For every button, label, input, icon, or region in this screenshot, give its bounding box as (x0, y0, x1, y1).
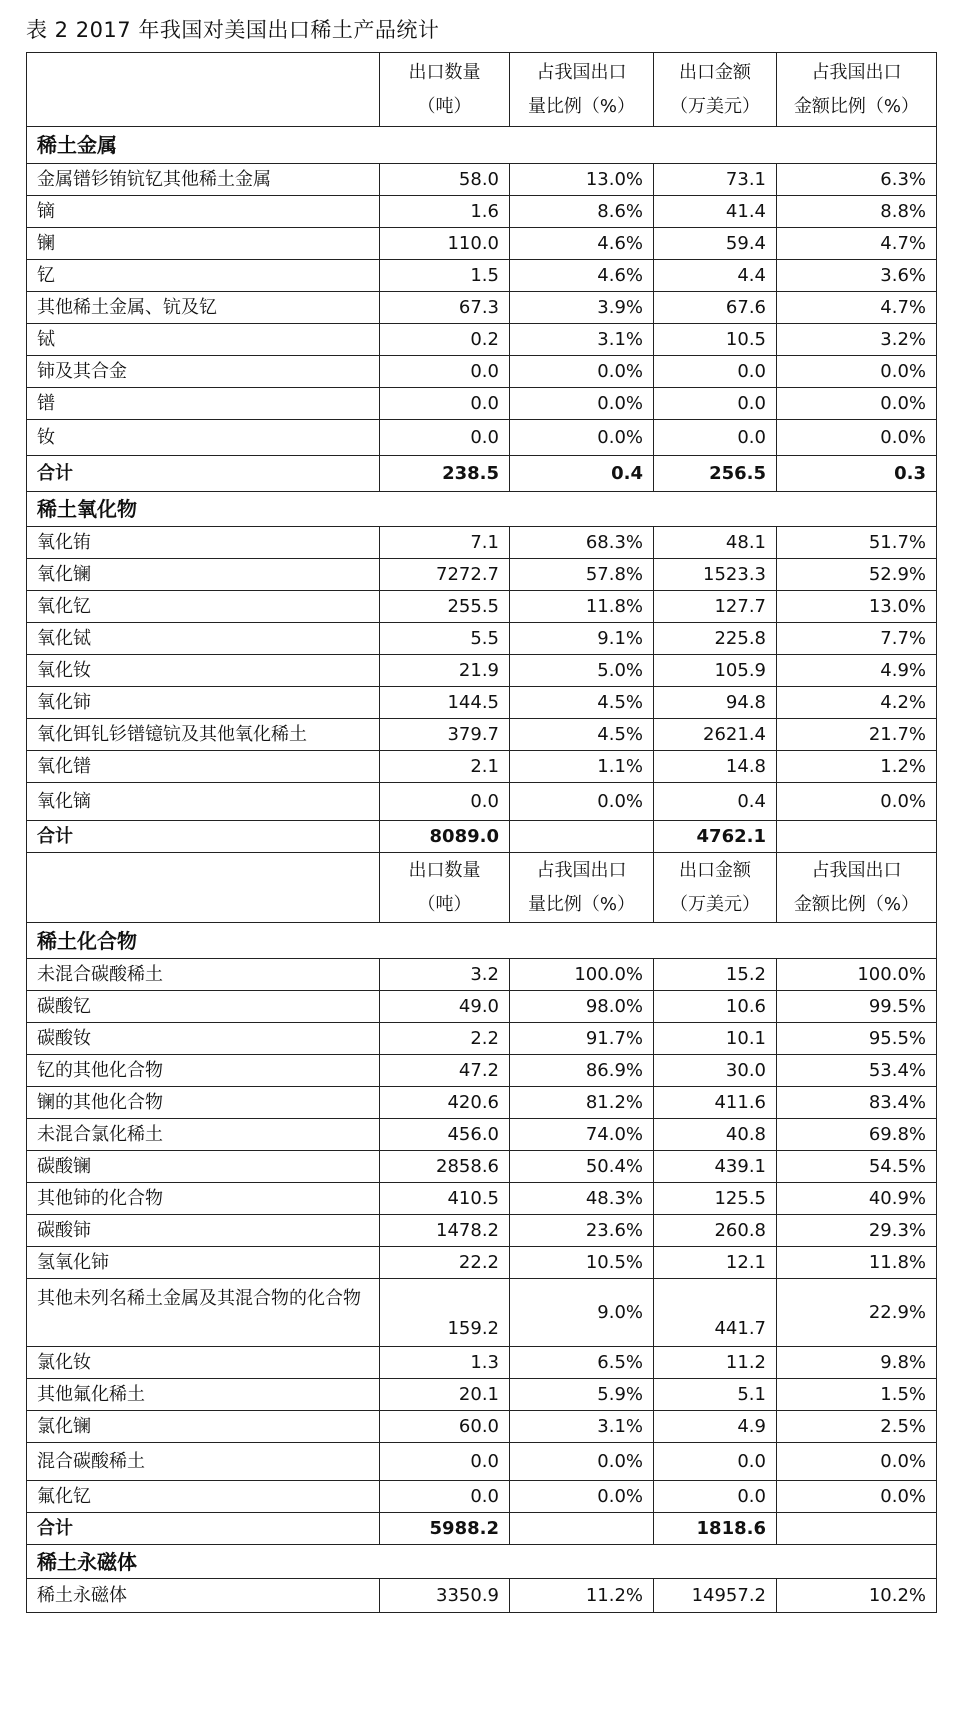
quantity-share: 11.8% (510, 591, 654, 623)
quantity-share: 1.1% (510, 751, 654, 783)
export-quantity: 0.0 (380, 388, 510, 420)
amount-share: 11.8% (777, 1247, 937, 1279)
amount-share: 22.9% (777, 1279, 937, 1347)
section-header-compounds (27, 923, 937, 959)
product-name: 镨 (27, 388, 380, 420)
total-amount: 1818.6 (654, 1513, 777, 1545)
header-export-quantity: 出口数量 （吨） (380, 53, 510, 127)
header-amount-share: 占我国出口 金额比例（%） (777, 53, 937, 127)
total-quantity: 238.5 (380, 456, 510, 492)
table-row (27, 356, 937, 388)
total-row (27, 1513, 937, 1545)
table-row (27, 1151, 937, 1183)
amount-share: 29.3% (777, 1215, 937, 1247)
quantity-share: 50.4% (510, 1151, 654, 1183)
export-amount: 14.8 (654, 751, 777, 783)
table-row (27, 1279, 937, 1347)
table-row (27, 783, 937, 821)
export-quantity: 1.6 (380, 196, 510, 228)
export-quantity: 1.5 (380, 260, 510, 292)
table-row (27, 591, 937, 623)
export-quantity: 67.3 (380, 292, 510, 324)
table-row (27, 1579, 937, 1613)
product-name: 钕 (27, 420, 380, 456)
amount-share: 13.0% (777, 591, 937, 623)
amount-share: 4.2% (777, 687, 937, 719)
export-quantity: 456.0 (380, 1119, 510, 1151)
total-amount-share: 0.3 (777, 456, 937, 492)
product-name: 未混合碳酸稀土 (27, 959, 380, 991)
amount-share: 99.5% (777, 991, 937, 1023)
product-name: 氧化钇 (27, 591, 380, 623)
export-quantity: 0.0 (380, 1443, 510, 1481)
export-quantity: 3.2 (380, 959, 510, 991)
export-amount: 14957.2 (654, 1579, 777, 1613)
export-quantity: 420.6 (380, 1087, 510, 1119)
quantity-share: 13.0% (510, 164, 654, 196)
amount-share: 100.0% (777, 959, 937, 991)
quantity-share: 81.2% (510, 1087, 654, 1119)
product-name: 碳酸钇 (27, 991, 380, 1023)
header-export-amount: 出口金额 （万美元） (654, 53, 777, 127)
quantity-share: 0.0% (510, 420, 654, 456)
table-row (27, 1379, 937, 1411)
section-header-magnets (27, 1545, 937, 1579)
total-quantity-share: 0.4 (510, 456, 654, 492)
quantity-share: 0.0% (510, 356, 654, 388)
quantity-share: 9.1% (510, 623, 654, 655)
amount-share: 1.2% (777, 751, 937, 783)
table-row (27, 196, 937, 228)
amount-share: 1.5% (777, 1379, 937, 1411)
export-amount: 441.7 (654, 1279, 777, 1347)
product-name: 氯化镧 (27, 1411, 380, 1443)
amount-share: 95.5% (777, 1023, 937, 1055)
export-amount: 4.9 (654, 1411, 777, 1443)
product-name: 镧 (27, 228, 380, 260)
quantity-share: 57.8% (510, 559, 654, 591)
table-row (27, 388, 937, 420)
amount-share: 0.0% (777, 1481, 937, 1513)
quantity-share: 9.0% (510, 1279, 654, 1347)
table-row (27, 623, 937, 655)
export-amount: 30.0 (654, 1055, 777, 1087)
product-name: 氧化铈 (27, 687, 380, 719)
export-quantity: 159.2 (380, 1279, 510, 1347)
product-name: 氧化镨 (27, 751, 380, 783)
total-amount: 256.5 (654, 456, 777, 492)
quantity-share: 4.6% (510, 260, 654, 292)
export-quantity: 2.1 (380, 751, 510, 783)
table-row (27, 1023, 937, 1055)
product-name: 镝 (27, 196, 380, 228)
table-row (27, 687, 937, 719)
export-amount: 67.6 (654, 292, 777, 324)
export-amount: 1523.3 (654, 559, 777, 591)
header-amount-share: 占我国出口 金额比例（%） (777, 853, 937, 923)
quantity-share: 100.0% (510, 959, 654, 991)
quantity-share: 98.0% (510, 991, 654, 1023)
quantity-share: 0.0% (510, 1481, 654, 1513)
export-amount: 0.0 (654, 356, 777, 388)
total-row (27, 821, 937, 853)
section-header-metals (27, 127, 937, 164)
header-quantity-share: 占我国出口 量比例（%） (510, 53, 654, 127)
export-quantity: 20.1 (380, 1379, 510, 1411)
export-quantity: 22.2 (380, 1247, 510, 1279)
export-quantity: 7.1 (380, 527, 510, 559)
table-row (27, 559, 937, 591)
total-quantity-share (510, 821, 654, 853)
section-title: 稀土化合物 (27, 923, 937, 959)
export-amount: 5.1 (654, 1379, 777, 1411)
export-quantity: 0.0 (380, 783, 510, 821)
amount-share: 3.6% (777, 260, 937, 292)
quantity-share: 0.0% (510, 783, 654, 821)
quantity-share: 4.5% (510, 687, 654, 719)
quantity-share: 5.9% (510, 1379, 654, 1411)
product-name: 氢氧化铈 (27, 1247, 380, 1279)
export-quantity: 58.0 (380, 164, 510, 196)
product-name: 铈及其合金 (27, 356, 380, 388)
total-amount: 4762.1 (654, 821, 777, 853)
section-header-oxides (27, 492, 937, 527)
export-quantity: 0.0 (380, 420, 510, 456)
amount-share: 0.0% (777, 783, 937, 821)
amount-share: 0.0% (777, 420, 937, 456)
table-row (27, 1183, 937, 1215)
product-name: 碳酸镧 (27, 1151, 380, 1183)
product-name: 未混合氯化稀土 (27, 1119, 380, 1151)
product-name: 氧化铒钆钐镨镱钪及其他氧化稀土 (27, 719, 380, 751)
export-quantity: 0.0 (380, 356, 510, 388)
total-quantity: 5988.2 (380, 1513, 510, 1545)
export-quantity: 379.7 (380, 719, 510, 751)
product-name: 铽 (27, 324, 380, 356)
total-row (27, 456, 937, 492)
header-blank (27, 853, 380, 923)
export-quantity: 110.0 (380, 228, 510, 260)
export-amount: 10.5 (654, 324, 777, 356)
export-amount: 41.4 (654, 196, 777, 228)
amount-share: 0.0% (777, 1443, 937, 1481)
product-name: 其他未列名稀土金属及其混合物的化合物 (27, 1279, 380, 1347)
product-name: 碳酸钕 (27, 1023, 380, 1055)
table-row (27, 1443, 937, 1481)
export-amount: 4.4 (654, 260, 777, 292)
export-amount: 15.2 (654, 959, 777, 991)
export-quantity: 2.2 (380, 1023, 510, 1055)
amount-share: 10.2% (777, 1579, 937, 1613)
export-amount: 0.0 (654, 420, 777, 456)
total-label: 合计 (27, 821, 380, 853)
table-row (27, 1247, 937, 1279)
quantity-share: 4.5% (510, 719, 654, 751)
export-amount: 125.5 (654, 1183, 777, 1215)
quantity-share: 68.3% (510, 527, 654, 559)
quantity-share: 5.0% (510, 655, 654, 687)
quantity-share: 91.7% (510, 1023, 654, 1055)
export-quantity: 3350.9 (380, 1579, 510, 1613)
product-name: 其他铈的化合物 (27, 1183, 380, 1215)
amount-share: 4.7% (777, 228, 937, 260)
quantity-share: 10.5% (510, 1247, 654, 1279)
quantity-share: 0.0% (510, 388, 654, 420)
export-quantity: 5.5 (380, 623, 510, 655)
table-row (27, 1347, 937, 1379)
export-amount: 73.1 (654, 164, 777, 196)
export-amount: 11.2 (654, 1347, 777, 1379)
table-row (27, 1119, 937, 1151)
amount-share: 0.0% (777, 388, 937, 420)
table-row (27, 164, 937, 196)
product-name: 混合碳酸稀土 (27, 1443, 380, 1481)
amount-share: 4.7% (777, 292, 937, 324)
product-name: 钇的其他化合物 (27, 1055, 380, 1087)
amount-share: 4.9% (777, 655, 937, 687)
header-row-repeat (27, 853, 937, 923)
section-title: 稀土永磁体 (27, 1545, 937, 1579)
total-label: 合计 (27, 1513, 380, 1545)
product-name: 氧化铽 (27, 623, 380, 655)
quantity-share: 48.3% (510, 1183, 654, 1215)
export-quantity: 47.2 (380, 1055, 510, 1087)
quantity-share: 3.1% (510, 324, 654, 356)
export-amount: 0.0 (654, 1443, 777, 1481)
amount-share: 2.5% (777, 1411, 937, 1443)
table-row (27, 1411, 937, 1443)
quantity-share: 86.9% (510, 1055, 654, 1087)
quantity-share: 0.0% (510, 1443, 654, 1481)
export-amount: 411.6 (654, 1087, 777, 1119)
quantity-share: 6.5% (510, 1347, 654, 1379)
product-name: 稀土永磁体 (27, 1579, 380, 1613)
rare-earth-export-table (26, 52, 937, 1613)
table-row (27, 751, 937, 783)
quantity-share: 23.6% (510, 1215, 654, 1247)
export-amount: 439.1 (654, 1151, 777, 1183)
export-amount: 127.7 (654, 591, 777, 623)
quantity-share: 8.6% (510, 196, 654, 228)
table-row (27, 260, 937, 292)
amount-share: 69.8% (777, 1119, 937, 1151)
product-name: 氯化钕 (27, 1347, 380, 1379)
product-name: 氧化镝 (27, 783, 380, 821)
header-quantity-share: 占我国出口 量比例（%） (510, 853, 654, 923)
header-row (27, 53, 937, 127)
export-quantity: 255.5 (380, 591, 510, 623)
table-row (27, 527, 937, 559)
export-quantity: 60.0 (380, 1411, 510, 1443)
table-row (27, 1055, 937, 1087)
export-amount: 0.0 (654, 1481, 777, 1513)
amount-share: 6.3% (777, 164, 937, 196)
table-row (27, 1481, 937, 1513)
table-row (27, 655, 937, 687)
table-row (27, 228, 937, 260)
export-amount: 10.1 (654, 1023, 777, 1055)
header-export-amount: 出口金额 （万美元） (654, 853, 777, 923)
export-amount: 260.8 (654, 1215, 777, 1247)
export-amount: 10.6 (654, 991, 777, 1023)
amount-share: 83.4% (777, 1087, 937, 1119)
export-quantity: 2858.6 (380, 1151, 510, 1183)
amount-share: 7.7% (777, 623, 937, 655)
export-quantity: 21.9 (380, 655, 510, 687)
export-amount: 2621.4 (654, 719, 777, 751)
amount-share: 52.9% (777, 559, 937, 591)
export-amount: 94.8 (654, 687, 777, 719)
amount-share: 40.9% (777, 1183, 937, 1215)
amount-share: 9.8% (777, 1347, 937, 1379)
export-amount: 12.1 (654, 1247, 777, 1279)
table-row (27, 1087, 937, 1119)
amount-share: 54.5% (777, 1151, 937, 1183)
total-quantity-share (510, 1513, 654, 1545)
quantity-share: 3.9% (510, 292, 654, 324)
quantity-share: 74.0% (510, 1119, 654, 1151)
quantity-share: 11.2% (510, 1579, 654, 1613)
product-name: 氧化镧 (27, 559, 380, 591)
total-amount-share (777, 1513, 937, 1545)
total-label: 合计 (27, 456, 380, 492)
export-quantity: 1478.2 (380, 1215, 510, 1247)
total-amount-share (777, 821, 937, 853)
table-row (27, 420, 937, 456)
amount-share: 8.8% (777, 196, 937, 228)
export-amount: 40.8 (654, 1119, 777, 1151)
table-row (27, 959, 937, 991)
section-title: 稀土金属 (27, 127, 937, 164)
export-quantity: 1.3 (380, 1347, 510, 1379)
product-name: 金属镨钐铕钪钇其他稀土金属 (27, 164, 380, 196)
amount-share: 3.2% (777, 324, 937, 356)
export-amount: 59.4 (654, 228, 777, 260)
export-quantity: 410.5 (380, 1183, 510, 1215)
total-quantity: 8089.0 (380, 821, 510, 853)
product-name: 钇 (27, 260, 380, 292)
export-amount: 225.8 (654, 623, 777, 655)
export-quantity: 0.2 (380, 324, 510, 356)
export-amount: 105.9 (654, 655, 777, 687)
product-name: 镧的其他化合物 (27, 1087, 380, 1119)
product-name: 其他氟化稀土 (27, 1379, 380, 1411)
header-blank (27, 53, 380, 127)
product-name: 氧化钕 (27, 655, 380, 687)
amount-share: 21.7% (777, 719, 937, 751)
amount-share: 53.4% (777, 1055, 937, 1087)
export-amount: 0.4 (654, 783, 777, 821)
amount-share: 51.7% (777, 527, 937, 559)
table-title: 表 2 2017 年我国对美国出口稀土产品统计 (26, 18, 440, 42)
export-amount: 0.0 (654, 388, 777, 420)
table-row (27, 292, 937, 324)
header-export-quantity: 出口数量 （吨） (380, 853, 510, 923)
product-name: 氧化铕 (27, 527, 380, 559)
export-quantity: 49.0 (380, 991, 510, 1023)
product-name: 其他稀土金属、钪及钇 (27, 292, 380, 324)
table-row (27, 719, 937, 751)
quantity-share: 4.6% (510, 228, 654, 260)
export-quantity: 0.0 (380, 1481, 510, 1513)
export-quantity: 7272.7 (380, 559, 510, 591)
export-quantity: 144.5 (380, 687, 510, 719)
table-row (27, 324, 937, 356)
export-amount: 48.1 (654, 527, 777, 559)
table-row (27, 1215, 937, 1247)
section-title: 稀土氧化物 (27, 492, 937, 527)
table-row (27, 991, 937, 1023)
amount-share: 0.0% (777, 356, 937, 388)
quantity-share: 3.1% (510, 1411, 654, 1443)
product-name: 氟化钇 (27, 1481, 380, 1513)
product-name: 碳酸铈 (27, 1215, 380, 1247)
